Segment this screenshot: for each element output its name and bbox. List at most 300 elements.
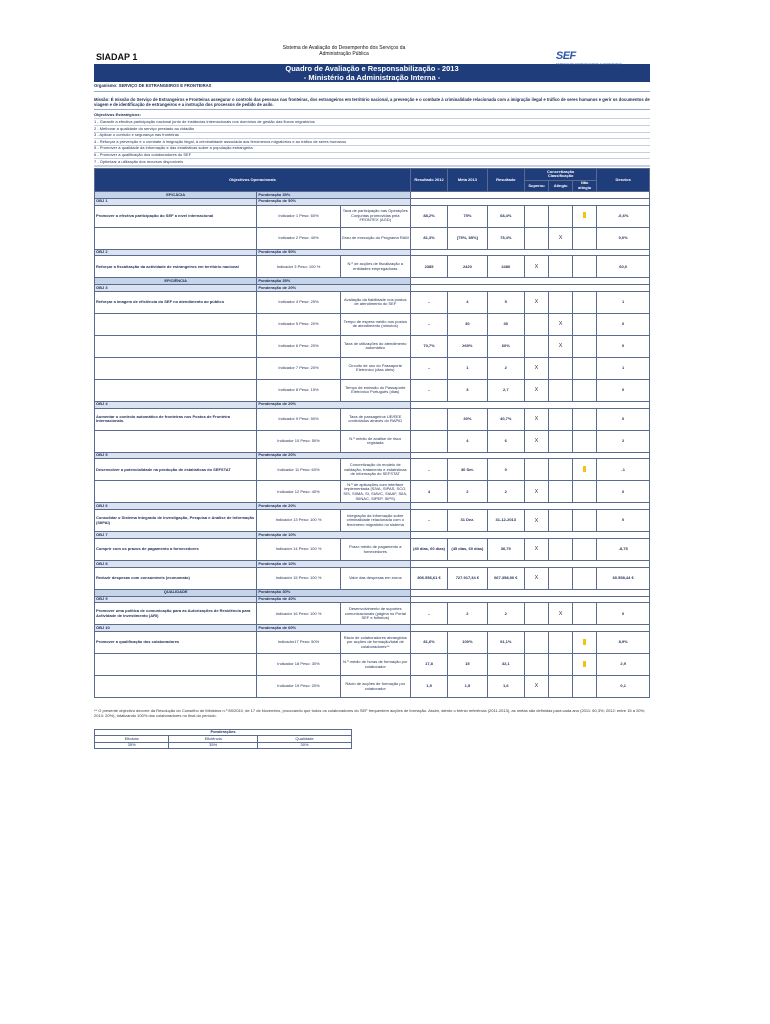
indicator-description: Tempo de emissão do Passaporte Eletrónico Português (dias) <box>340 379 410 401</box>
ponderacao: Ponderação 35% <box>257 191 411 198</box>
col-classificacao-label: Classificação <box>547 173 574 179</box>
resultado-2012: 81,3% <box>410 227 447 249</box>
strategic-objective-item: 7 - Optimizar a utilização dos recursos disponíveis <box>94 159 650 166</box>
indicator-name: Indicador 3 Peso: 100 % <box>257 256 340 278</box>
resultado-2012: 1,5 <box>410 676 447 698</box>
superou-cell <box>524 227 548 249</box>
atingiu-cell <box>549 379 573 401</box>
ponderacao: Ponderação de 10% <box>257 532 411 539</box>
resultado: 75,4% <box>487 227 524 249</box>
superou-marker: X <box>534 416 539 423</box>
indicator-row <box>95 676 650 698</box>
atingiu-cell <box>549 603 573 625</box>
nao-atingiu-cell <box>573 676 597 698</box>
resultado: 32,1 <box>487 654 524 676</box>
resultado: 0 <box>487 459 524 481</box>
indicator-name: Indicador 1 Peso: 60% <box>257 205 340 227</box>
col-resultado: Resultado <box>487 169 524 192</box>
desvio: 1 <box>597 291 650 313</box>
indicator-row <box>95 539 650 561</box>
objective-row <box>95 561 650 568</box>
indicator-name: Indicador 15 Peso: 100 % <box>257 567 340 589</box>
indicator-name: Indicador 10 Peso: 50% <box>257 430 340 452</box>
indicator-description: Tempo de espera médio nos postos de atendimento (minutos) <box>340 313 410 335</box>
indicator-row <box>95 459 650 481</box>
indicator-row <box>95 632 650 654</box>
resultado-2012: – <box>410 357 447 379</box>
col-desvios: Desvios <box>597 169 650 192</box>
meta-2013: 15 <box>448 654 487 676</box>
indicator-description: Circuito de uso do Passaporte Eletrónico (dias úteis) <box>340 357 410 379</box>
meta-2013: 727.917,34 € <box>448 567 487 589</box>
superou-cell <box>524 510 548 532</box>
indicator-row <box>95 227 650 249</box>
superou-cell <box>524 335 548 357</box>
resultado-2012: 2385 <box>410 256 447 278</box>
atingiu-cell <box>549 227 573 249</box>
desvio: 0 <box>597 379 650 401</box>
indicator-row <box>95 291 650 313</box>
meta-2013: 31 Dez. <box>448 510 487 532</box>
atingiu-cell <box>549 539 573 561</box>
nao-atingiu-cell <box>573 408 597 430</box>
atingiu-cell <box>549 676 573 698</box>
resultado-2012: – <box>410 459 447 481</box>
nao-atingiu-cell <box>573 256 597 278</box>
nao-atingiu-cell <box>573 313 597 335</box>
resultado-2012: – <box>410 603 447 625</box>
ponderacao-value-eficacia: 35% <box>95 742 169 749</box>
resultado-2012: 17,8 <box>410 654 447 676</box>
indicator-row <box>95 654 650 676</box>
section-name: EFICIÊNCIA <box>95 278 257 285</box>
row-filler <box>410 191 649 198</box>
indicator-description: Valor das despesas em euros <box>340 567 410 589</box>
meta-2013: 30% <box>448 408 487 430</box>
resultado: 30 <box>487 313 524 335</box>
nao-atingiu-cell <box>573 379 597 401</box>
row-filler <box>410 561 649 568</box>
ponderacao: Ponderação de 50% <box>257 198 411 205</box>
missao-text: Missão: É missão do Serviço de Estrangeiros e Fronteiras assegurar o controlo das pessoas nas fronteiras, dos estrangeiros em território nacional, a prevenção e o combate à criminalidade relacionada com a imigração ilegal e tráfico de seres humanos e gerir os documentos de viagem e de identificação de estrangeiros e a instrução dos processos de pedido de asilo. <box>94 96 650 111</box>
meta-2013: 4 <box>448 291 487 313</box>
indicator-row <box>95 256 650 278</box>
indicator-description: N.º médio de análise de risco registada <box>340 430 410 452</box>
desvio: 0 <box>597 335 650 357</box>
superou-cell <box>524 539 548 561</box>
system-title-line1: Sistema de Avaliação do Desempenho dos Serviços da <box>282 45 406 51</box>
meta-2013: 3 <box>448 379 487 401</box>
meta-2013: 2420 <box>448 256 487 278</box>
ponderacao-value-eficiencia: 35% <box>169 742 258 749</box>
ponderacao-label-qualidade: Qualidade <box>258 736 352 743</box>
desvio: 0 <box>597 603 650 625</box>
indicator-row <box>95 481 650 503</box>
resultado: 68,4% <box>487 205 524 227</box>
ponderacao: Ponderação de 20% <box>257 503 411 510</box>
indicator-name: Indicador 12 Peso: 40% <box>257 481 340 503</box>
resultado-2012: 70,7% <box>410 335 447 357</box>
objective-description: Promover uma política de comunicação para as Autorizações de Residência para Actividade de Investimento (ARI) <box>95 603 257 625</box>
objective-description: Aumentar o controlo automático de fronteiras nos Postos de Fronteira Internacionais. <box>95 408 257 430</box>
superou-cell <box>524 357 548 379</box>
desvio: 60.558,44 € <box>597 567 650 589</box>
row-filler <box>410 285 649 292</box>
ponderacao: Ponderação de 20% <box>257 401 411 408</box>
nao-atingiu-cell <box>573 481 597 503</box>
atingiu-cell <box>549 481 573 503</box>
qar-table <box>94 168 650 698</box>
ponderacao: Ponderação de 10% <box>257 561 411 568</box>
nao-atingiu-cell <box>573 632 597 654</box>
ponderacoes-title: Ponderações <box>95 729 352 736</box>
meta-2013: 2 <box>448 481 487 503</box>
meta-2013: 2 <box>448 603 487 625</box>
indicator-name: Indicador 6 Peso: 20% <box>257 335 340 357</box>
desvio: 8,9% <box>597 632 650 654</box>
indicator-row <box>95 510 650 532</box>
col-superou: Superou <box>524 180 548 191</box>
desvio: 0 <box>597 313 650 335</box>
sef-logo-subtitle: SERVIÇO DE ESTRANGEIROS E FRONTEIRAS <box>555 61 622 66</box>
col-nao-atingiu: Não atingiu <box>573 180 597 191</box>
resultado: 91,1% <box>487 632 524 654</box>
atingiu-cell <box>549 357 573 379</box>
superou-cell <box>524 632 548 654</box>
col-objectivos: Objectivos Operacionais <box>95 169 411 192</box>
nao-atingiu-cell <box>573 291 597 313</box>
desvio: 0,0% <box>597 227 650 249</box>
atingiu-cell <box>549 291 573 313</box>
col-concretizacao <box>524 169 596 180</box>
resultado: 2 <box>487 481 524 503</box>
atingiu-marker: X <box>558 234 563 241</box>
nao-atingiu-marker <box>583 466 586 472</box>
indicator-description: Prazo médio de pagamento a fornecedores <box>340 539 410 561</box>
meta-2013: 30 <box>448 313 487 335</box>
objective-id: OBJ 2 <box>95 249 257 256</box>
strategic-objectives <box>94 112 650 167</box>
qar-sheet <box>94 44 650 749</box>
indicator-name: Indicador 8 Peso: 15% <box>257 379 340 401</box>
atingiu-cell <box>549 654 573 676</box>
indicator-name: Indicador 18 Peso: 30% <box>257 654 340 676</box>
superou-cell <box>524 256 548 278</box>
indicator-name: Indicador 7 Peso: 20% <box>257 357 340 379</box>
objective-description <box>95 379 257 401</box>
atingiu-cell <box>549 510 573 532</box>
section-row <box>95 589 650 596</box>
resultado: 2 <box>487 357 524 379</box>
strategic-objectives-title: Objectivos Estratégicos: <box>94 112 650 119</box>
objective-id: OBJ 10 <box>95 625 257 632</box>
resultado-2012: – <box>410 291 447 313</box>
indicator-name: Indicador 16 Peso: 100 % <box>257 603 340 625</box>
section-name: QUALIDADE <box>95 589 257 596</box>
superou-cell <box>524 654 548 676</box>
atingiu-marker: X <box>558 321 563 328</box>
page-header <box>94 44 650 64</box>
desvio: 0 <box>597 510 650 532</box>
nao-atingiu-cell <box>573 335 597 357</box>
meta-2013: 4 <box>448 430 487 452</box>
objective-description: Consolidar o Sistema Integrado de Investigação, Pesquisa e Análise de Informação (SIIPAI) <box>95 510 257 532</box>
resultado-2012: 81,6% <box>410 632 447 654</box>
superou-cell <box>524 603 548 625</box>
resultado: 40,7% <box>487 408 524 430</box>
meta-2013: ≥60% <box>448 335 487 357</box>
indicator-description: Rácio de acções de formação por colaborador <box>340 676 410 698</box>
desvio: 0,1 <box>597 676 650 698</box>
indicator-row <box>95 379 650 401</box>
meta-2013: 75% <box>448 205 487 227</box>
objective-id: OBJ 7 <box>95 532 257 539</box>
superou-marker: X <box>534 517 539 524</box>
resultado-2012: 88,2% <box>410 205 447 227</box>
atingiu-cell <box>549 313 573 335</box>
objective-id: OBJ 5 <box>95 452 257 459</box>
row-filler <box>410 589 649 596</box>
objective-description <box>95 227 257 249</box>
indicator-description: Taxa de participação nas Operações Conjuntas promovidas pela FRONTEX (AGD) <box>340 205 410 227</box>
atingiu-cell <box>549 567 573 589</box>
indicator-row <box>95 567 650 589</box>
resultado-2012: (45 dias, 60 dias) <box>410 539 447 561</box>
objective-row <box>95 285 650 292</box>
objective-id: OBJ 4 <box>95 401 257 408</box>
strategic-objective-item: 2 - Melhorar a qualidade do serviço prestado ao cidadão <box>94 126 650 133</box>
strategic-objective-item: 1 - Garantir a efectiva participação nacional junto de instâncias internacionais nos domínios de gestão das fluxos migratórios <box>94 120 650 127</box>
objective-description: Reforçar a imagem de eficiência do SEF no atendimento ao público <box>95 291 257 313</box>
indicator-row <box>95 430 650 452</box>
superou-cell <box>524 459 548 481</box>
resultado-2012: – <box>410 510 447 532</box>
nao-atingiu-cell <box>573 205 597 227</box>
atingiu-marker: X <box>558 343 563 350</box>
indicator-description: Taxa de passageiros UE/EEE controlados através do RAPID <box>340 408 410 430</box>
section-row <box>95 191 650 198</box>
footnote: ** O presente objectivo decorre da Resolução do Conselho de Ministros n.º 89/2010, de 17 de Novembro, procurando que todos os colaboradores do SEF frequentem acções de formação. Assim, atento o triénio referência (2011-2013), as metas são definidas para cada ano (2011: 60,3%; 2012: entre 15 a 20%; 2013: 20%), totalizando 100% dos colaboradores no final do período. <box>94 708 646 719</box>
objective-row <box>95 249 650 256</box>
col-concretizacao-label: Concretização <box>546 168 575 174</box>
nao-atingiu-cell <box>573 603 597 625</box>
indicator-row <box>95 603 650 625</box>
meta-2013: 30 Set. <box>448 459 487 481</box>
row-filler <box>410 532 649 539</box>
desvio: 60,0 <box>597 256 650 278</box>
indicator-description: Grau de execução do Programa RAM <box>340 227 410 249</box>
indicator-name: Indicador 13 Peso: 100 % <box>257 510 340 532</box>
col-resultado-2012: Resultado 2012 <box>410 169 447 192</box>
superou-marker: X <box>534 683 539 690</box>
desvio: 1 <box>597 357 650 379</box>
section-row <box>95 278 650 285</box>
resultado: 2 <box>487 603 524 625</box>
sef-logo-text: SEF <box>555 50 576 62</box>
desvio: -6,6% <box>597 205 650 227</box>
ponderacao: Ponderação de 60% <box>257 625 411 632</box>
row-filler <box>410 198 649 205</box>
objective-id: OBJ 6 <box>95 503 257 510</box>
atingiu-cell <box>549 459 573 481</box>
superou-cell <box>524 313 548 335</box>
superou-cell <box>524 676 548 698</box>
nao-atingiu-cell <box>573 430 597 452</box>
meta-2013: (45 dias, 60 dias) <box>448 539 487 561</box>
col-atingiu: Atingiu <box>549 180 573 191</box>
objective-description <box>95 335 257 357</box>
atingiu-cell <box>549 335 573 357</box>
indicator-name: Indicador 2 Peso: 40% <box>257 227 340 249</box>
superou-marker: X <box>534 387 539 394</box>
indicator-description: Desenvolvimento de suportes comunicacionais (página no Portal SEF e folhetos) <box>340 603 410 625</box>
desvio: 0 <box>597 408 650 430</box>
ponderacao-label-eficacia: Eficácia <box>95 736 169 743</box>
meta-2013: [75%, 85%] <box>448 227 487 249</box>
objective-description <box>95 357 257 379</box>
resultado-2012 <box>410 408 447 430</box>
superou-marker: X <box>534 438 539 445</box>
objective-description: Promover a efectiva participação do SEF a nível internacional <box>95 205 257 227</box>
organismo-line: Organismo: SERVIÇO DE ESTRANGEIROS E FRONTEIRAS <box>94 82 650 92</box>
resultado: 1,6 <box>487 676 524 698</box>
superou-marker: X <box>534 575 539 582</box>
superou-cell <box>524 481 548 503</box>
strategic-objective-item: 6 - Promover a qualificação dos colaboradores do SEF <box>94 153 650 160</box>
nao-atingiu-marker <box>583 661 586 667</box>
superou-cell <box>524 379 548 401</box>
desvio: 2 <box>597 430 650 452</box>
indicator-name: Indicador17 Peso: 50% <box>257 632 340 654</box>
system-title <box>244 46 444 58</box>
nao-atingiu-marker <box>583 639 586 645</box>
atingiu-marker: X <box>558 610 563 617</box>
resultado-2012: – <box>410 313 447 335</box>
desvio: 0 <box>597 481 650 503</box>
resultado-2012: 806.556,61 € <box>410 567 447 589</box>
row-filler <box>410 452 649 459</box>
objective-row <box>95 596 650 603</box>
ponderacao-value-qualidade: 30% <box>258 742 352 749</box>
objective-row <box>95 625 650 632</box>
section-name: EFICÁCIA <box>95 191 257 198</box>
ponderacao: Ponderação 30% <box>257 589 411 596</box>
row-filler <box>410 503 649 510</box>
superou-marker: X <box>534 299 539 306</box>
sef-logo <box>556 50 622 66</box>
indicator-description: Rácio de colaboradores abrangidos por acções de formação/total de colaboradores** <box>340 632 410 654</box>
objective-row <box>95 503 650 510</box>
meta-2013: 1 <box>448 357 487 379</box>
indicator-row <box>95 335 650 357</box>
qar-table-body <box>95 191 650 697</box>
superou-cell <box>524 291 548 313</box>
indicator-name: Indicador 19 Peso: 20% <box>257 676 340 698</box>
superou-marker: X <box>534 365 539 372</box>
resultado: 31-12-2013 <box>487 510 524 532</box>
atingiu-cell <box>549 205 573 227</box>
nao-atingiu-cell <box>573 539 597 561</box>
indicator-name: Indicador 9 Peso: 50% <box>257 408 340 430</box>
nao-atingiu-cell <box>573 510 597 532</box>
ponderacao: Ponderação de 20% <box>257 452 411 459</box>
indicator-name: Indicador 11 Peso: 60% <box>257 459 340 481</box>
meta-2013: 100% <box>448 632 487 654</box>
objective-description <box>95 481 257 503</box>
ponderacao: Ponderação de 50% <box>257 249 411 256</box>
objective-row <box>95 532 650 539</box>
atingiu-cell <box>549 256 573 278</box>
resultado-2012: 4 <box>410 481 447 503</box>
objective-description: Desenvolver a potencialidade na produção de estatísticas do SEFSTAT <box>95 459 257 481</box>
indicator-description: Integração da informação sobre criminalidade relacionada com o fenómeno migratório no sistema <box>340 510 410 532</box>
ponderacao-label-eficiencia: Eficiência <box>169 736 258 743</box>
meta-2013: 1,5 <box>448 676 487 698</box>
objective-id: OBJ 1 <box>95 198 257 205</box>
indicator-name: Indicador 4 Peso: 25% <box>257 291 340 313</box>
qar-title: Quadro de Avaliação e Responsabilização - 2013 <box>285 64 459 73</box>
system-title-line2: Administração Pública <box>319 50 369 57</box>
resultado-2012: – <box>410 379 447 401</box>
atingiu-cell <box>549 430 573 452</box>
superou-cell <box>524 567 548 589</box>
resultado: 667.358,90 € <box>487 567 524 589</box>
superou-cell <box>524 205 548 227</box>
indicator-description: N.º de acções de fiscalização a entidades empregadoras <box>340 256 410 278</box>
objective-id: OBJ 8 <box>95 561 257 568</box>
strategic-objectives-list <box>94 119 650 167</box>
nao-atingiu-cell <box>573 654 597 676</box>
desvio: -8,75 <box>597 539 650 561</box>
indicator-description: Concretização do modelo de validação, tratamento e estatísticas de informação do SEFSTAT <box>340 459 410 481</box>
objective-description: Cumprir com os prazos de pagamento a fornecedores <box>95 539 257 561</box>
objective-description <box>95 676 257 698</box>
strategic-objective-item: 5 - Promover a qualidade da informação e das estatísticas sobre a população estrangeira <box>94 146 650 153</box>
ponderacao: Ponderação de 20% <box>257 285 411 292</box>
desvio: 2,9 <box>597 654 650 676</box>
objective-row <box>95 198 650 205</box>
superou-marker: X <box>534 263 539 270</box>
resultado: 5 <box>487 291 524 313</box>
resultado: 36,75 <box>487 539 524 561</box>
ponderacao: Ponderação 35% <box>257 278 411 285</box>
objective-description: Reforçar a fiscalização da actividade de estrangeiros em território nacional <box>95 256 257 278</box>
ponderacoes-table <box>94 729 352 750</box>
indicator-name: Indicador 14 Peso: 100 % <box>257 539 340 561</box>
indicator-description: Taxa de utilizações do atendimento automático <box>340 335 410 357</box>
nao-atingiu-cell <box>573 357 597 379</box>
objective-description <box>95 430 257 452</box>
atingiu-cell <box>549 408 573 430</box>
resultado: 2,7 <box>487 379 524 401</box>
objective-id: OBJ 9 <box>95 596 257 603</box>
resultado-2012 <box>410 430 447 452</box>
row-filler <box>410 596 649 603</box>
indicator-name: Indicador 5 Peso: 20% <box>257 313 340 335</box>
superou-marker: X <box>534 488 539 495</box>
row-filler <box>410 625 649 632</box>
objective-description: Reduzir despesas com consumíveis (economato) <box>95 567 257 589</box>
superou-cell <box>524 430 548 452</box>
nao-atingiu-cell <box>573 459 597 481</box>
col-meta-2013: Meta 2013 <box>448 169 487 192</box>
ministry-title: - Ministério da Administração Interna - <box>303 73 441 82</box>
indicator-row <box>95 408 650 430</box>
objective-row <box>95 401 650 408</box>
objective-row <box>95 452 650 459</box>
objective-id: OBJ 3 <box>95 285 257 292</box>
row-filler <box>410 249 649 256</box>
